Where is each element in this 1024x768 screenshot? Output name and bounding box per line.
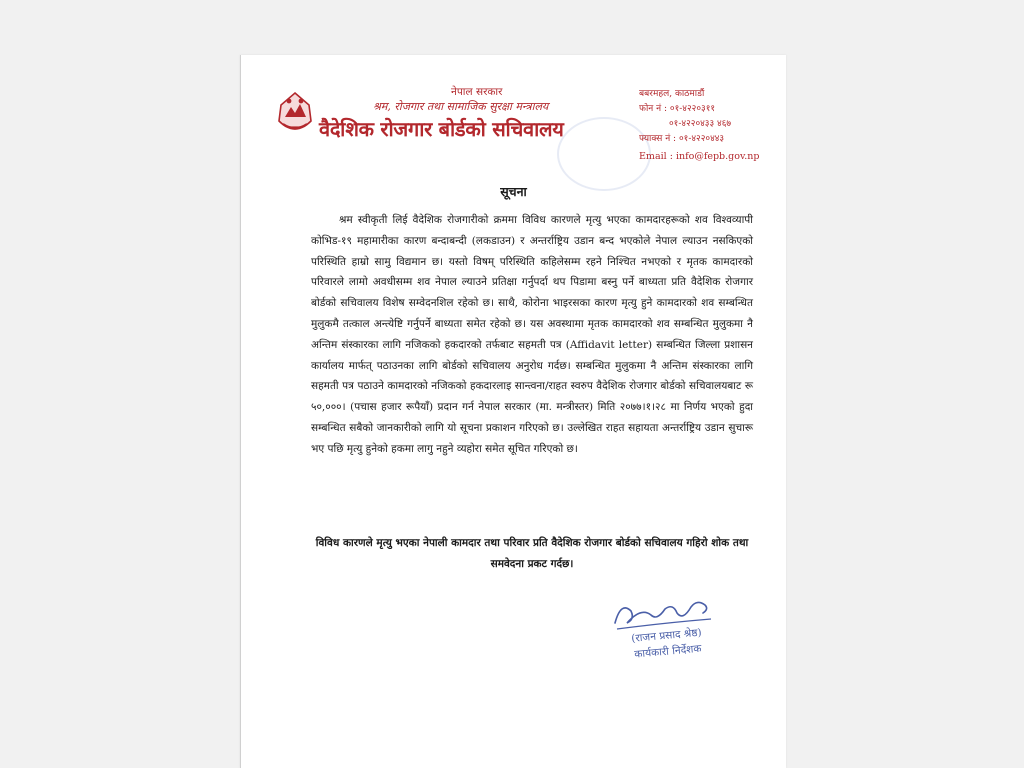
notice-title: सूचना bbox=[500, 184, 527, 199]
contact-block bbox=[639, 87, 784, 164]
phone-label: फोन नं : bbox=[639, 104, 668, 114]
phone-2: ०१-४२२०४३३ ४६७ bbox=[669, 119, 732, 129]
email-address[interactable]: info@fepb.gov.np bbox=[675, 151, 760, 162]
stamp-watermark bbox=[557, 117, 651, 191]
condolence-message: विविध कारणले मृत्यु भएका नेपाली कामदार तथा परिवार प्रति वैदेशिक रोजगार बोर्डको सचिवालय गहिरो शोक तथा समवेदना प्रकट गर्दछ। bbox=[315, 537, 749, 570]
ministry-name: श्रम, रोजगार तथा सामाजिक सुरक्षा मन्त्रालय bbox=[373, 100, 549, 113]
address: बबरमहल, काठमाडौं bbox=[639, 89, 705, 99]
fax-label: फ्याक्स नं : bbox=[639, 134, 677, 144]
government-name: नेपाल सरकार bbox=[451, 86, 503, 98]
secretariat-name: वैदेशिक रोजगार बोर्डको सचिवालय bbox=[319, 117, 564, 141]
email-row bbox=[639, 149, 784, 164]
signatory-designation: कार्यकारी निर्देशक bbox=[633, 642, 702, 661]
fax-number: ०१-४२२०४४३ bbox=[678, 134, 725, 144]
email-label: Email : bbox=[639, 151, 673, 162]
notice-page bbox=[240, 55, 786, 768]
notice-body: श्रम स्वीकृती लिई वैदेशिक रोजगारीको क्रममा विविध कारणले मृत्यु भएका कामदारहरूको शव विश्वव्यापी कोभिड-१९ महामारीका कारण बन्दाबन्दी (लकडाउन) र अन्तर्राष्ट्रिय उडान बन्द भएकोले नेपाल ल्याउन नसकिएको परिस्थिति हाम्रो सामु विद्यमान छ। यस्तो विषम् परिस्थिति कहिलेसम्म रहने निश्चित नभएको र मृतक कामदारको परिवारले लामो अवधीसम्म शव नेपाल ल्याउने प्रतिक्षा गर्नुपर्दा थप पिडामा बस्नु पर्ने बाध्यता प्रति वैदेशिक रोजगार बोर्डको सचिवालय विशेष सम्वेदनशिल रहेको छ। साथै, कोरोना भाइरसका कारण मृत्यु हुने कामदारको शव सम्बन्धित मुलुकमै तत्काल अन्त्येष्टि गर्नुपर्ने बाध्यता समेत रहेको छ। यस अवस्थामा मृतक कामदारको शव सम्बन्धित मुलुकमा नै अन्तिम संस्कारका लागि नजिकको हकदारको तर्फबाट सहमती पत्र (Affidavit letter) सम्बन्धित जिल्ला प्रशासन कार्यालय मार्फत् पठाउनका लागि बोर्डको सचिवालय अनुरोध गर्दछ। सम्बन्धित मुलुकमा नै अन्तिम संस्कारका लागि सहमती पत्र पठाउने कामदारको नजिकको हकदारलाइ सान्त्वना/राहत स्वरुप वैदेशिक रोजगार बोर्डको सचिवालयबाट रू ५०,०००। (पचास हजार रूपैयाँ) प्रदान गर्न नेपाल सरकार (मा. मन्त्रीस्तर) मिति २०७७।१।२८ मा निर्णय भएको हुदा सम्बन्धित सबैको जानकारीको लागि यो सूचना प्रकाशन गरिएको छ। उल्लेखित राहत सहायता अन्तर्राष्ट्रिय उडान सुचारू भए पछि मृत्यु हुनेको हकमा लागु नहुने व्यहोरा समेत सूचित गरिएको छ। bbox=[311, 214, 753, 455]
phone-row bbox=[639, 102, 784, 117]
signatory-name: (राजन प्रसाद श्रेष्ठ) bbox=[630, 626, 703, 645]
fax-row bbox=[639, 132, 784, 147]
phone-1: ०१-४२२०३११ bbox=[669, 104, 716, 114]
nepal-emblem-icon bbox=[275, 91, 315, 137]
